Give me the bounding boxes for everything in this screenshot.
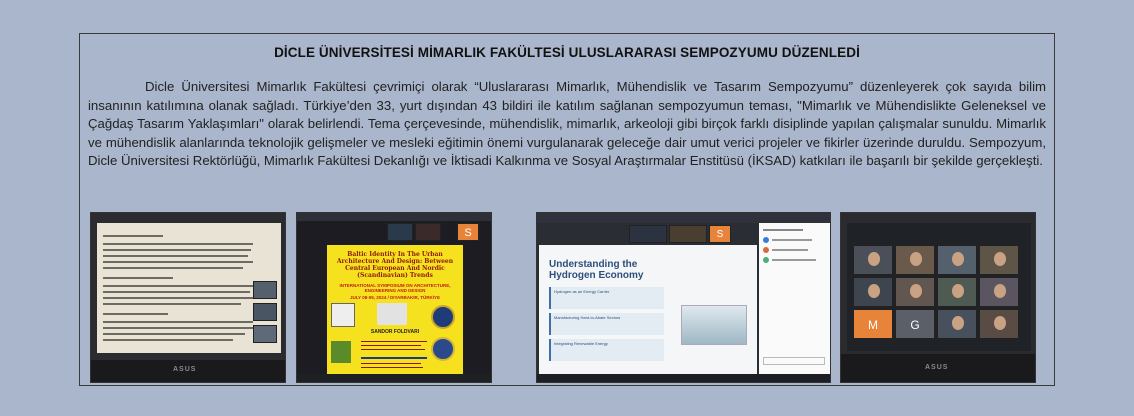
article-title: DİCLE ÜNİVERSİTESİ MİMARLIK FAKÜLTESİ ULUSLARARASI SEMPOZYUMU DÜZENLEDİ <box>274 45 860 60</box>
photo-laptop-document <box>90 212 286 383</box>
hydrogen-plant-image <box>681 305 747 345</box>
participants-panel <box>759 223 830 375</box>
speaker-photo <box>377 303 407 325</box>
slide-title: Understanding the Hydrogen Economy <box>549 259 644 281</box>
article-body: Dicle Üniversitesi Mimarlık Fakültesi çevrimiçi olarak “Uluslararası Mimarlık, Mühendislik ve Tasarım Sempozyumu” düzenleyerek çok sayıda bilim insanının katılımına olanak sağladı. Türkiye’den 33, yurt dışından 43 bildiri ile katılım sağlanan sempozyumun teması, "Mimarlık ve Mühendislikte Geleneksel ve Çağdaş Tasarım Yaklaşımları" olarak belirlendi. Tema çerçevesinde, mühendislik, mimarlık, arkeoloji gibi birçok farklı disiplinde yapılan çalışmalar sunuldu. Mimarlık ve mühendislik alanlarında teknolojik gelişmeler ve mesleki eğitimin önemi vurgulanarak geleceğe dair umut verici projeler ve fikirler üzerinde duruldu. Sempozyum, Dicle Üniversitesi Rektörlüğü, Mimarlık Fakültesi Dekanlığı ve İktisadi Kalkınma ve Sosyal Araştırmalar Enstitüsü (İKSAD) katkıları ile başarılı bir şekilde gerçekleşti. <box>88 79 1046 168</box>
laptop-base <box>91 360 285 382</box>
slide-item-3: Integrating Renewable Energy <box>554 341 608 346</box>
participant-tile-2: S <box>709 225 731 243</box>
emblem-icon <box>431 337 455 361</box>
photo-hydrogen-slide <box>536 212 831 383</box>
zoom-top-bar <box>297 213 491 221</box>
poster-line-2: Architecture And Design: Between <box>336 258 454 265</box>
participant-tile-m: M <box>853 309 893 339</box>
gallery-screen <box>847 223 1031 351</box>
symposium-poster <box>327 245 463 375</box>
laptop-brand: ASUS <box>173 366 197 373</box>
laptop-base-2 <box>841 354 1035 382</box>
participant-tile-g: G <box>895 309 935 339</box>
poster-date: JULY 08-09, 2024 / DIYARBAKIR, TÜRKİYE <box>349 295 441 300</box>
qr-code <box>331 303 355 327</box>
slide-area <box>539 245 757 375</box>
poster-line-3: Central European And Nordic <box>345 265 445 272</box>
slide-item-1: Hydrogen as an Energy Carrier <box>554 289 610 294</box>
poster-line-4: (Scandinavian) Trends <box>357 272 433 279</box>
laptop-brand-2: ASUS <box>925 364 949 371</box>
poster-subtitle: INTERNATIONAL SYMPOSIUM ON ARCHITECTURE, ENGINEERING AND DESIGN <box>339 283 451 293</box>
document-screen <box>97 223 281 353</box>
photo-poster-screenshare <box>296 212 492 383</box>
logo-icon <box>331 341 351 363</box>
article-panel <box>79 33 1055 386</box>
photo-laptop-gallery <box>840 212 1036 383</box>
slide-item-2: Manufacturing Hard-to-Abate Sectors <box>554 315 621 320</box>
zoom-top-bar-2 <box>537 213 830 223</box>
poster-speaker: SANDOR FOLDVARI <box>370 329 420 335</box>
poster-line-1: Baltic Identity In The Urban <box>347 251 443 258</box>
participant-tile: S <box>457 223 479 241</box>
seal-icon <box>431 305 455 329</box>
